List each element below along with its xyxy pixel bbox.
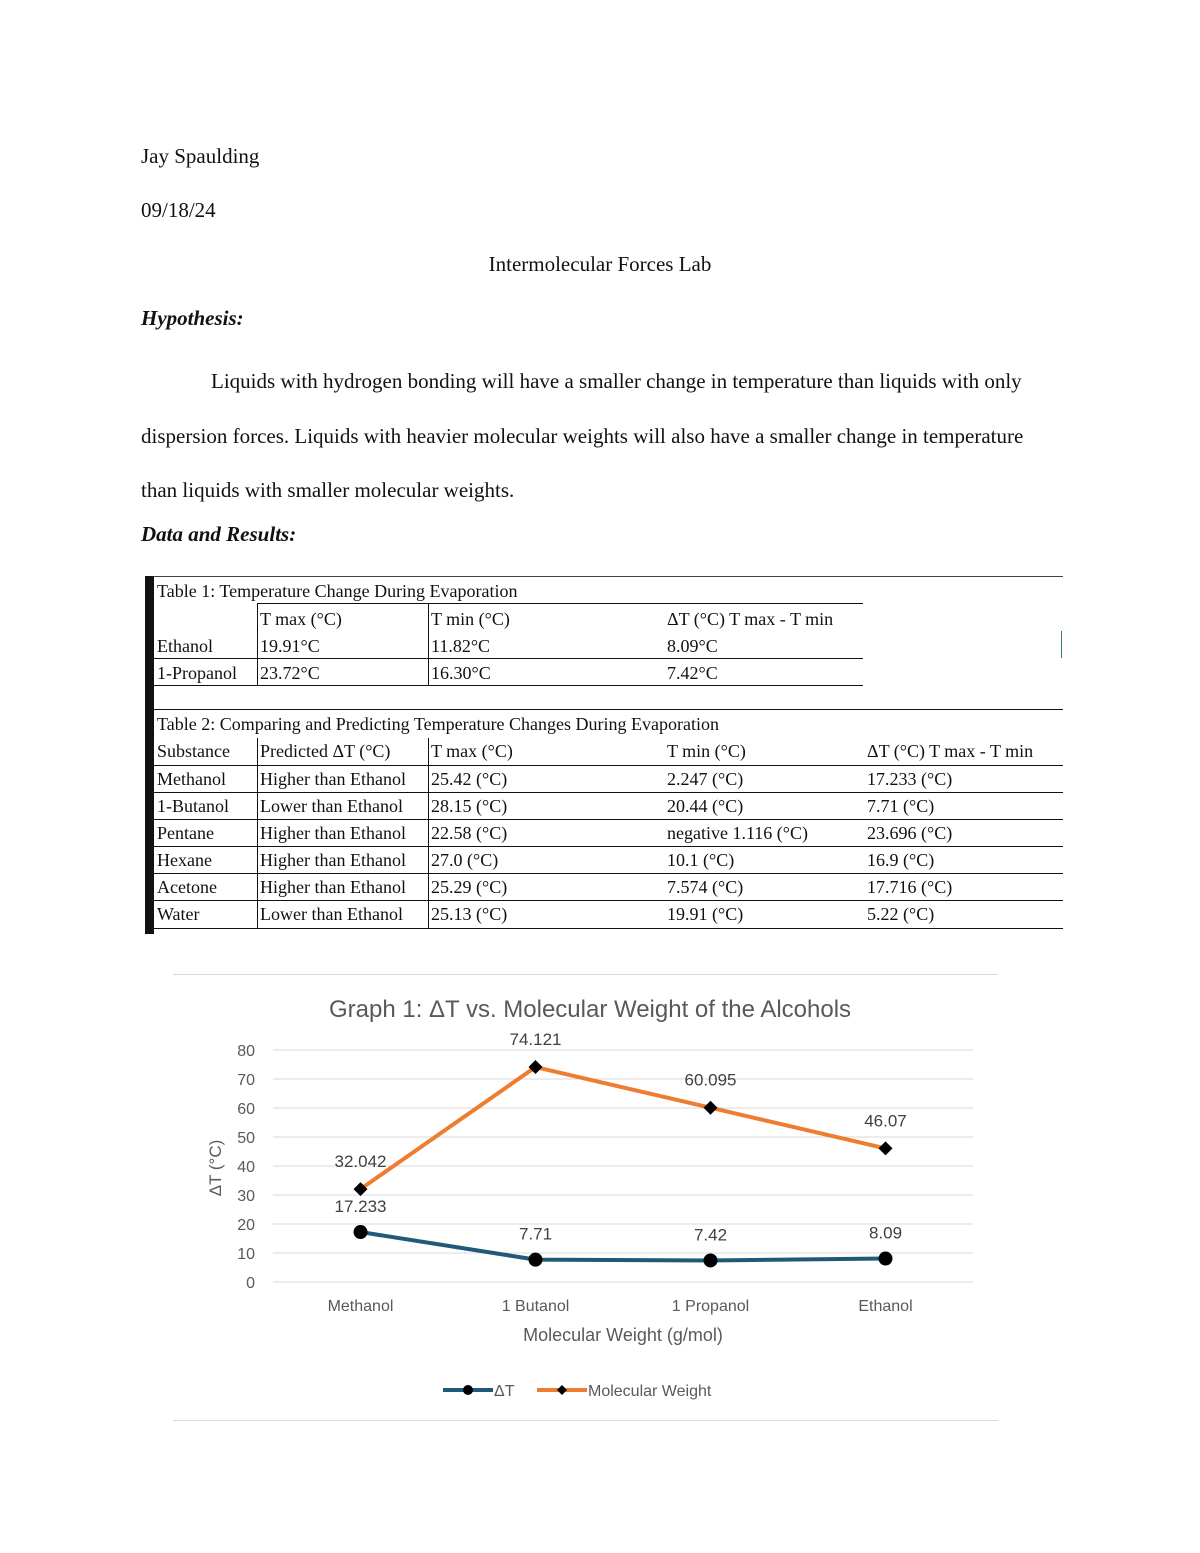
legend-label: ΔT: [494, 1383, 515, 1400]
table2-header-tmin: T min (°C): [667, 741, 746, 761]
author-name: Jay Spaulding: [141, 144, 260, 168]
table1-cell: 8.09°C: [667, 636, 718, 656]
table-divider: [154, 846, 1063, 847]
table-divider: [154, 765, 1063, 766]
y-axis-ticks: [237, 1043, 255, 1292]
table2-cell: Methanol: [157, 769, 226, 789]
table-left-border: [145, 576, 154, 934]
data-label: 32.042: [334, 1152, 387, 1172]
y-tick-label: 40: [237, 1159, 255, 1176]
table2-header-row: [154, 738, 1063, 765]
table-divider: [154, 819, 1063, 820]
table2-cell: 19.91 (°C): [667, 904, 744, 924]
table2-cell: 2.247 (°C): [667, 769, 744, 789]
data-label: 60.095: [684, 1070, 737, 1090]
chart-container: [173, 972, 998, 1422]
series-line-molecular-weight: [361, 1067, 886, 1189]
table2-cell: 5.22 (°C): [867, 904, 935, 924]
table2-header-substance: Substance: [157, 741, 230, 761]
table2-caption: Table 2: Comparing and Predicting Temperature Changes During Evaporation: [157, 714, 719, 734]
x-tick-label: Methanol: [327, 1298, 394, 1315]
table2-cell: Lower than Ethanol: [260, 904, 403, 924]
table2-header-dt: ΔT (°C) T max - T min: [867, 741, 1034, 761]
table-divider: [428, 738, 429, 928]
table2-cell: 28.15 (°C): [431, 796, 508, 816]
table-divider: [257, 603, 258, 685]
chart-frame-bottom: [173, 1420, 998, 1421]
data-point: [704, 1253, 718, 1267]
table-divider: [428, 603, 429, 685]
table1-header-dt: ΔT (°C) T max - T min: [667, 609, 834, 629]
y-tick-label: 80: [237, 1043, 255, 1060]
table2-header-predicted: Predicted ΔT (°C): [260, 741, 391, 761]
table2-cell: Higher than Ethanol: [260, 877, 406, 897]
hypothesis-heading: Hypothesis:: [141, 306, 244, 330]
table2-cell: Higher than Ethanol: [260, 823, 406, 843]
table2-cell: Pentane: [157, 823, 214, 843]
y-axis-label: ΔT (°C): [206, 1139, 225, 1197]
report-date: 09/18/24: [141, 198, 216, 222]
table2-cell: 7.71 (°C): [867, 796, 935, 816]
y-tick-label: 0: [246, 1275, 255, 1292]
table2-cell: Water: [157, 904, 200, 924]
table-divider: [257, 603, 863, 604]
table-row: [154, 633, 1063, 660]
table1-header-row: [154, 606, 1063, 633]
table2-cell: 1-Butanol: [157, 796, 229, 816]
table2-cell: 22.58 (°C): [431, 823, 508, 843]
data-label: 74.121: [509, 1030, 562, 1050]
table1-cell: Ethanol: [157, 636, 213, 656]
table-divider: [154, 709, 1063, 710]
x-tick-label: 1 Butanol: [501, 1298, 570, 1315]
table1-caption-row: [154, 578, 1063, 605]
data-label: 17.233: [334, 1197, 387, 1217]
hypothesis-text: Liquids with hydrogen bonding will have a smaller change in temperature than liquids with only dispersion forces. Liquids with heavier molecular weights will also have a smaller change in temperature than liquids with smaller molecular weights.: [141, 369, 1024, 502]
table1-cell: 23.72°C: [260, 663, 320, 683]
table2-cell: 27.0 (°C): [431, 850, 499, 870]
table2-header-tmax: T max (°C): [431, 741, 513, 761]
y-tick-label: 50: [237, 1130, 255, 1147]
table2-cell: 25.29 (°C): [431, 877, 508, 897]
table-divider: [154, 792, 1063, 793]
table-row: [154, 766, 1063, 793]
data-label: 8.09: [868, 1223, 903, 1243]
table2-cell: Hexane: [157, 850, 212, 870]
table-row: [154, 820, 1063, 847]
table-row: [154, 847, 1063, 874]
data-point: [354, 1225, 368, 1239]
report-title: Intermolecular Forces Lab: [488, 252, 712, 276]
table2-cell: Lower than Ethanol: [260, 796, 403, 816]
table2-cell: 25.42 (°C): [431, 769, 508, 789]
table-row: [154, 660, 1063, 687]
data-results-heading: Data and Results:: [141, 522, 297, 546]
chart-series: [335, 1030, 907, 1267]
table2-cell: 20.44 (°C): [667, 796, 744, 816]
series-line-delta-t: [361, 1232, 886, 1260]
x-axis-ticks: [328, 1298, 913, 1315]
hypothesis-paragraph: [141, 354, 1041, 518]
y-tick-label: 30: [237, 1188, 255, 1205]
chart-title: Graph 1: ΔT vs. Molecular Weight of the Alcohols: [328, 996, 852, 1023]
table2-cell: Higher than Ethanol: [260, 850, 406, 870]
table-row: [154, 793, 1063, 820]
table2-cell: 16.9 (°C): [867, 850, 935, 870]
legend-label: Molecular Weight: [588, 1383, 712, 1400]
y-tick-label: 20: [237, 1217, 255, 1234]
chart-frame-top: [173, 974, 998, 975]
table1-cell: 11.82°C: [431, 636, 491, 656]
data-point: [704, 1101, 718, 1115]
table-divider: [154, 873, 1063, 874]
table2-cell: Higher than Ethanol: [260, 769, 406, 789]
data-point: [879, 1141, 893, 1155]
table-divider: [1061, 631, 1062, 658]
table-top-border: [154, 576, 1063, 577]
table1-cell: 1-Propanol: [157, 663, 237, 683]
table2-cell: 25.13 (°C): [431, 904, 508, 924]
x-axis-label: Molecular Weight (g/mol): [523, 1325, 723, 1345]
table2-caption-row: [154, 711, 1063, 738]
data-point: [879, 1252, 893, 1266]
data-point: [529, 1253, 543, 1267]
y-tick-label: 60: [237, 1101, 255, 1118]
table1-caption: Table 1: Temperature Change During Evaporation: [157, 581, 518, 601]
table-divider: [154, 658, 863, 659]
chart-legend: [443, 1383, 712, 1400]
table-divider: [257, 738, 258, 928]
table2-cell: 23.696 (°C): [867, 823, 953, 843]
table1-header-tmin: T min (°C): [431, 609, 510, 629]
table2-cell: 17.233 (°C): [867, 769, 953, 789]
table-row: [154, 901, 1063, 928]
table-divider: [154, 928, 1063, 929]
table1-cell: 16.30°C: [431, 663, 491, 683]
legend-marker: [557, 1385, 567, 1395]
table2-cell: Acetone: [157, 877, 217, 897]
data-tables: [145, 576, 1063, 934]
x-tick-label: Ethanol: [858, 1298, 913, 1315]
table-row: [154, 874, 1063, 901]
table-divider: [154, 685, 863, 686]
table2-cell: 10.1 (°C): [667, 850, 735, 870]
table1-header-tmax: T max (°C): [260, 609, 342, 629]
table2-cell: 7.574 (°C): [667, 877, 744, 897]
x-tick-label: 1 Propanol: [671, 1298, 750, 1315]
y-tick-label: 70: [237, 1072, 255, 1089]
table-divider: [154, 900, 1063, 901]
line-chart: [173, 972, 998, 1422]
data-label: 46.07: [864, 1111, 907, 1131]
legend-marker: [463, 1385, 473, 1395]
table2-cell: 17.716 (°C): [867, 877, 953, 897]
table2-cell: negative 1.116 (°C): [667, 823, 808, 843]
data-label: 7.42: [693, 1225, 728, 1245]
table1-cell: 19.91°C: [260, 636, 320, 656]
data-label: 7.71: [518, 1224, 553, 1244]
table1-cell: 7.42°C: [667, 663, 718, 683]
y-tick-label: 10: [237, 1246, 255, 1263]
